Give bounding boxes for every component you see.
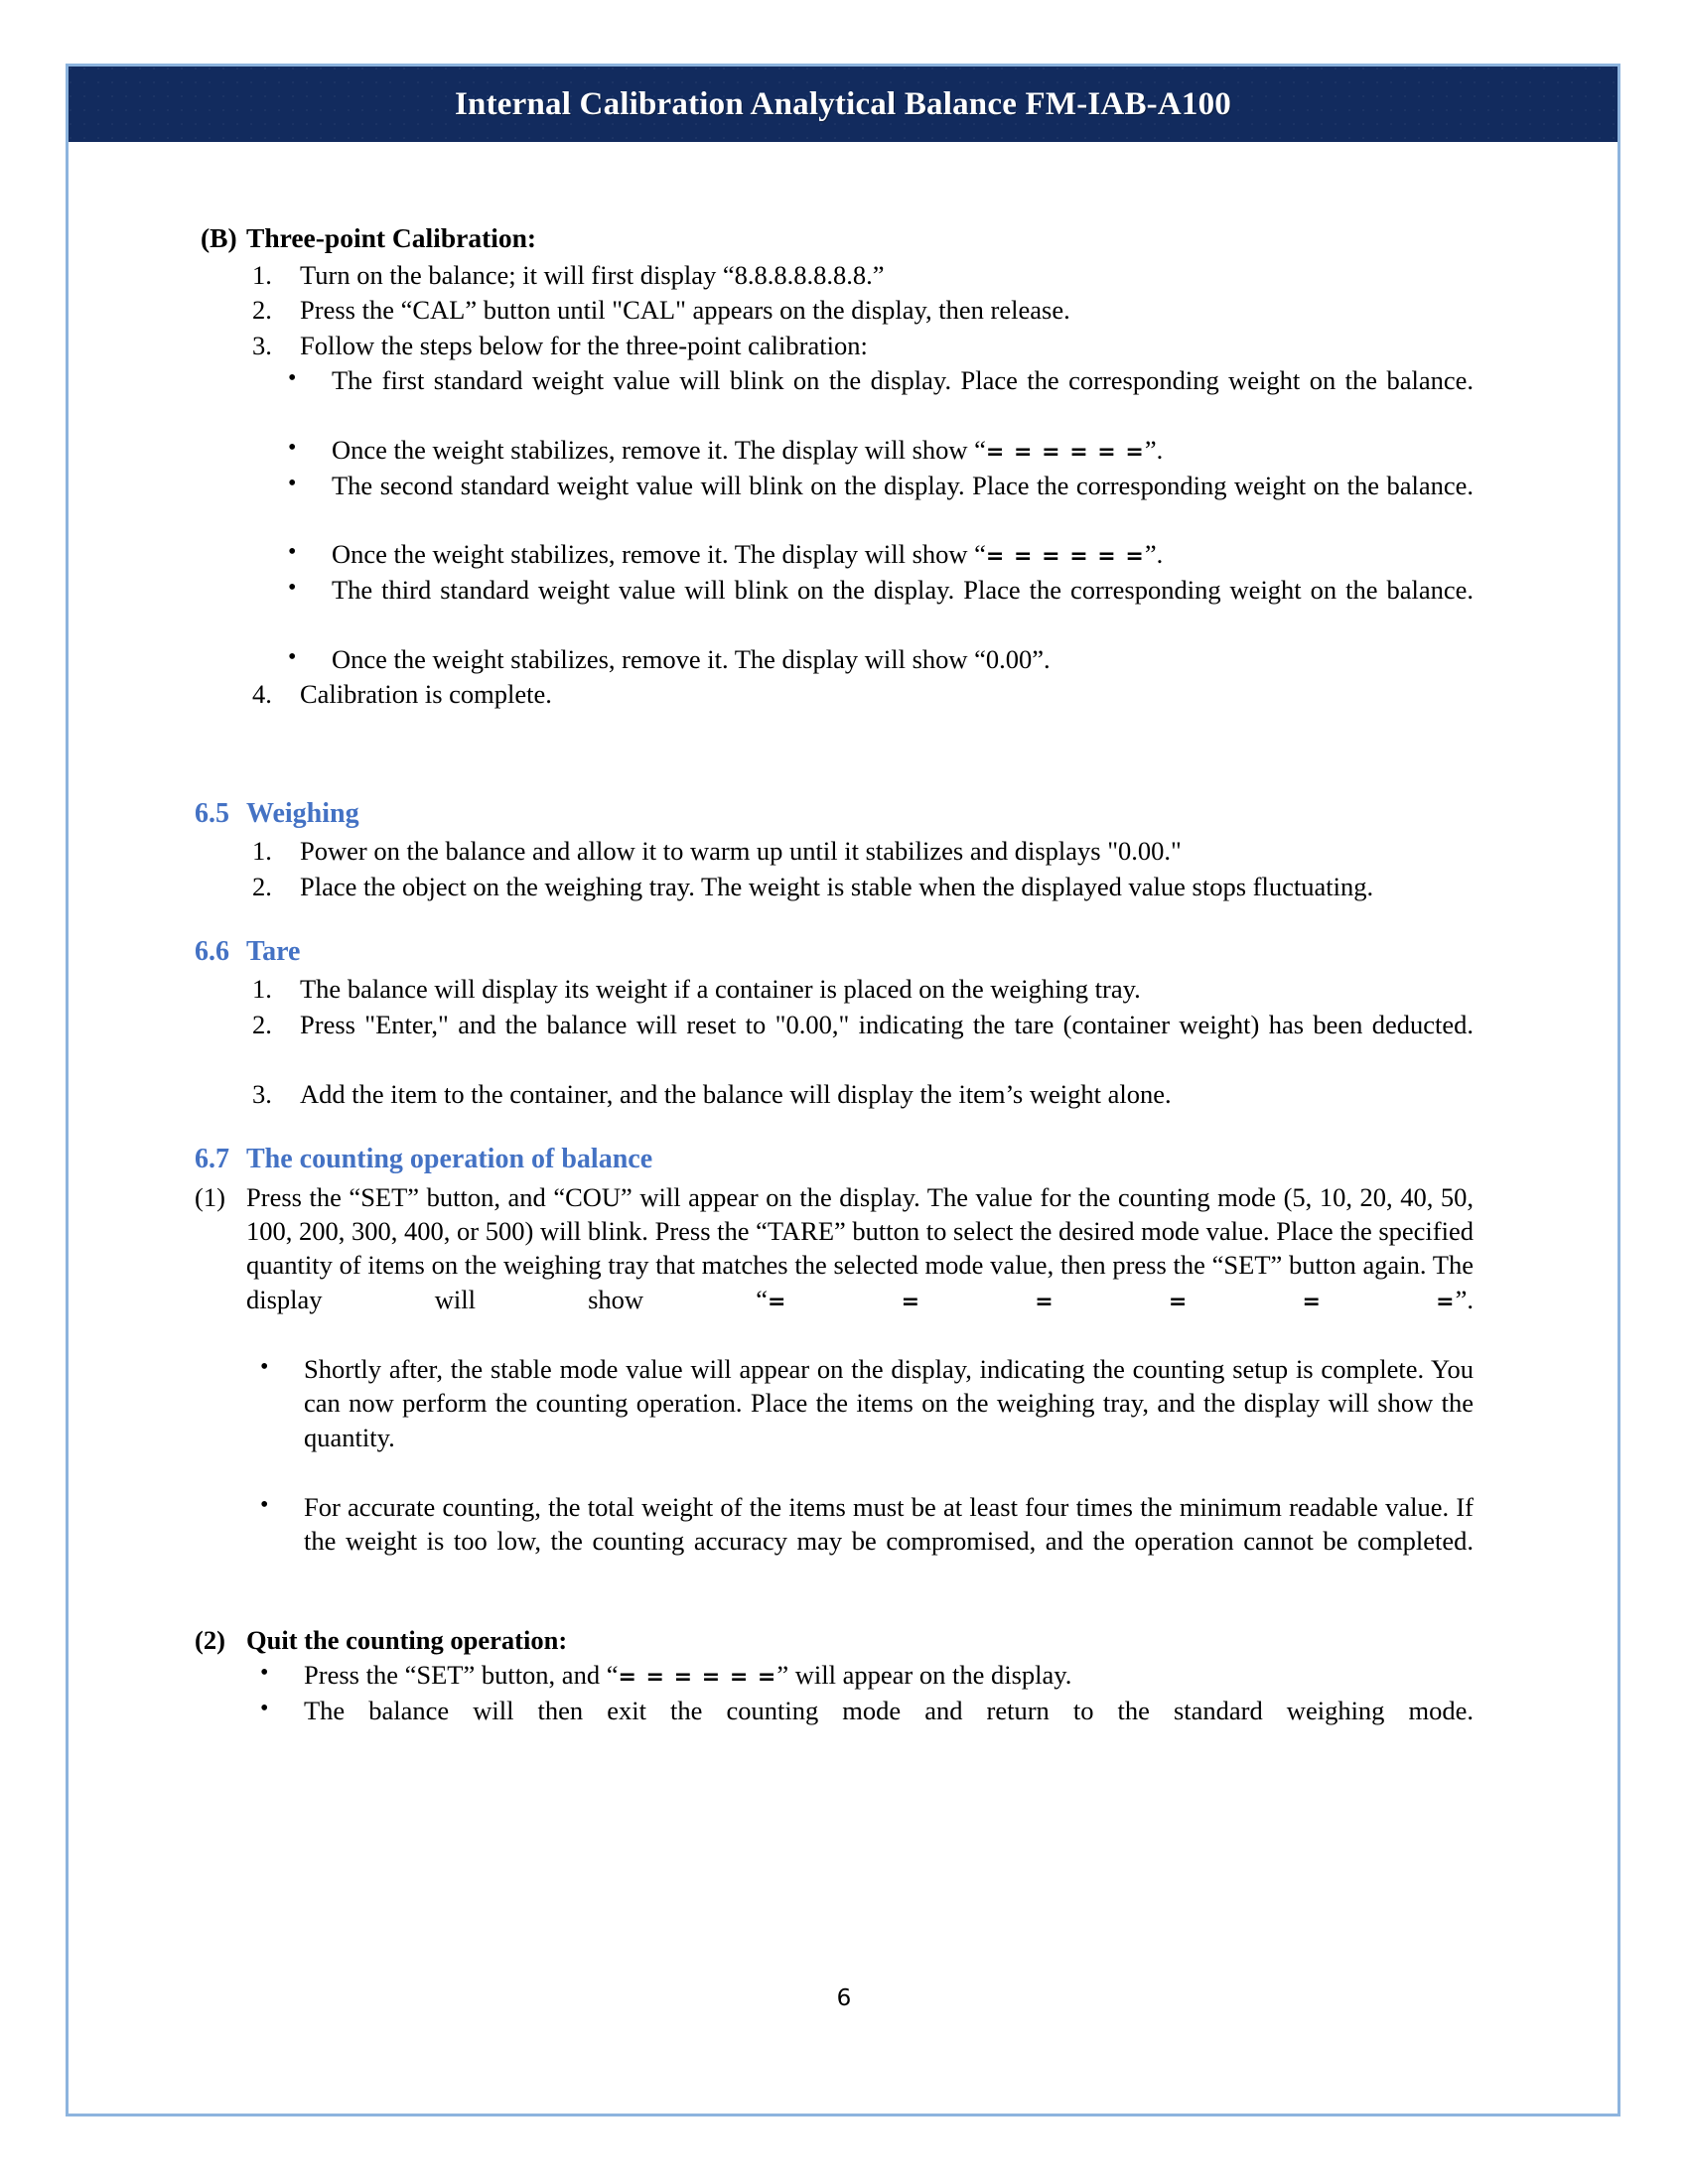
list-text: Press the “CAL” button until "CAL" appears on the display, then release. bbox=[300, 295, 1070, 326]
list-text: Place the object on the weighing tray. The weight is stable when the displayed value stops fluctuating. bbox=[300, 871, 1374, 901]
list-text: Follow the steps below for the three-point calibration: bbox=[300, 330, 868, 360]
page-title: Internal Calibration Analytical Balance FM-IAB-A100 bbox=[454, 85, 1231, 122]
section-number: 6.5 bbox=[195, 797, 229, 829]
list-item bbox=[195, 677, 1474, 711]
list-item bbox=[195, 1490, 1474, 1592]
list-marker: 2. bbox=[252, 1009, 272, 1039]
list-text-pre: Once the weight stabilizes, remove it. The display will show “ bbox=[332, 434, 986, 465]
display-dashes-glyph: = = = = = = bbox=[618, 1665, 777, 1691]
section-heading-counting bbox=[195, 1142, 1474, 1177]
list-item bbox=[195, 537, 1474, 572]
list-item bbox=[195, 972, 1474, 1006]
list-text-post: ” will appear on the display. bbox=[776, 1660, 1072, 1691]
list-text-pre: Once the weight stabilizes, remove it. The display will show “ bbox=[332, 539, 986, 570]
document-body bbox=[195, 220, 1474, 1763]
counting-item-2-list bbox=[195, 1623, 1474, 1657]
list-text-post: ”. bbox=[1144, 434, 1164, 465]
three-point-final-step-list bbox=[195, 677, 1474, 711]
list-item bbox=[195, 433, 1474, 468]
section-title: Weighing bbox=[246, 797, 359, 829]
list-text: Turn on the balance; it will first display “8.8.8.8.8.8.8.” bbox=[300, 259, 885, 290]
list-marker: (1) bbox=[195, 1181, 225, 1212]
list-item bbox=[195, 642, 1474, 676]
counting-item-2-bullets bbox=[195, 1658, 1474, 1761]
list-text: The third standard weight value will blink on the display. Place the corresponding weight on the balance. bbox=[332, 575, 1474, 605]
list-item bbox=[195, 870, 1474, 903]
bullet-icon: • bbox=[288, 470, 297, 496]
list-text-pre: Press the “SET” button, and “ bbox=[304, 1660, 619, 1691]
list-item bbox=[195, 834, 1474, 868]
list-text-pre: Press the “SET” button, and “COU” will appear on the display. The value for the counting mode (5, 10, 20, 40, 50, 100, 200, 300, 400, or 500) will blink. Press the “TARE” button to select the desired mode value. Place the specified quantity of items on the weighing tray that matches the selected mode value, then press the “SET” button again. The display will show “ bbox=[246, 1181, 1474, 1314]
display-dashes-glyph: = = = = = = bbox=[985, 544, 1145, 570]
list-marker: 2. bbox=[252, 295, 272, 326]
list-marker: 3. bbox=[252, 1078, 272, 1109]
list-text: Shortly after, the stable mode value will appear on the display, indicating the counting setup is complete. You can now perform the counting operation. Place the items on the weighing tray, and the display will show the quantity. bbox=[304, 1353, 1474, 1452]
list-item bbox=[195, 293, 1474, 327]
section-title: The counting operation of balance bbox=[246, 1144, 653, 1175]
bullet-icon: • bbox=[260, 1660, 269, 1687]
list-text: Quit the counting operation: bbox=[246, 1624, 568, 1655]
list-marker: 1. bbox=[252, 974, 272, 1005]
heading-text: Three-point Calibration: bbox=[246, 222, 537, 253]
bullet-icon: • bbox=[260, 1695, 269, 1721]
list-text: The second standard weight value will blink on the display. Place the corresponding weight on the balance. bbox=[332, 470, 1474, 500]
list-item bbox=[195, 1008, 1474, 1076]
bullet-icon: • bbox=[288, 365, 297, 392]
three-point-steps-list bbox=[195, 258, 1474, 362]
list-item bbox=[195, 1077, 1474, 1111]
list-marker: 4. bbox=[252, 679, 272, 710]
list-marker: (2) bbox=[195, 1624, 225, 1655]
counting-item-1-bullets bbox=[195, 1352, 1474, 1592]
list-item bbox=[195, 329, 1474, 362]
display-dashes-glyph: = = = = = = bbox=[985, 439, 1145, 465]
weighing-steps-list bbox=[195, 834, 1474, 903]
list-text bbox=[246, 1180, 1474, 1351]
list-text bbox=[332, 537, 1474, 572]
counting-item-1-list bbox=[195, 1180, 1474, 1351]
three-point-calibration-heading bbox=[195, 220, 1474, 256]
list-text: The balance will then exit the counting mode and return to the standard weighing mode. bbox=[304, 1695, 1474, 1725]
three-point-substeps-list bbox=[195, 363, 1474, 676]
list-text-post: ”. bbox=[1144, 539, 1164, 570]
list-marker: 3. bbox=[252, 330, 272, 360]
list-item bbox=[195, 469, 1474, 537]
list-item bbox=[195, 1180, 1474, 1351]
list-text: Add the item to the container, and the balance will display the item’s weight alone. bbox=[300, 1078, 1172, 1109]
list-text: Press "Enter," and the balance will reset to "0.00," indicating the tare (container weight) has been deducted. bbox=[300, 1009, 1474, 1039]
list-text: Calibration is complete. bbox=[300, 679, 552, 710]
list-text: Power on the balance and allow it to warm up until it stabilizes and displays "0.00." bbox=[300, 836, 1182, 867]
list-item bbox=[195, 258, 1474, 292]
list-item bbox=[195, 363, 1474, 432]
tare-steps-list bbox=[195, 972, 1474, 1111]
list-item bbox=[195, 1623, 1474, 1657]
list-text: For accurate counting, the total weight of the items must be at least four times the minimum readable value. If the weight is too low, the counting accuracy may be compromised, and the operation cannot be completed. bbox=[304, 1491, 1474, 1557]
list-text: The balance will display its weight if a container is placed on the weighing tray. bbox=[300, 974, 1141, 1005]
bullet-icon: • bbox=[288, 434, 297, 461]
document-header-banner bbox=[66, 64, 1620, 142]
bullet-icon: • bbox=[288, 539, 297, 566]
list-item bbox=[195, 573, 1474, 641]
bullet-icon: • bbox=[288, 643, 297, 670]
list-item bbox=[195, 1694, 1474, 1762]
list-text bbox=[332, 433, 1474, 468]
list-marker: 1. bbox=[252, 836, 272, 867]
page-number-footer: 6 bbox=[836, 1985, 852, 2011]
list-marker: 2. bbox=[252, 871, 272, 901]
bullet-icon: • bbox=[260, 1491, 269, 1518]
list-text bbox=[304, 1658, 1474, 1693]
display-dashes-glyph: = = = = = = bbox=[768, 1289, 1456, 1314]
bullet-icon: • bbox=[288, 575, 297, 601]
section-title: Tare bbox=[246, 936, 301, 968]
section-number: 6.6 bbox=[195, 936, 229, 968]
list-item bbox=[195, 1352, 1474, 1489]
section-heading-tare bbox=[195, 934, 1474, 970]
section-heading-weighing bbox=[195, 796, 1474, 832]
list-item bbox=[195, 1658, 1474, 1693]
list-text: Once the weight stabilizes, remove it. The display will show “0.00”. bbox=[332, 643, 1051, 674]
bullet-icon: • bbox=[260, 1353, 269, 1380]
list-text: The first standard weight value will blink on the display. Place the corresponding weight on the balance. bbox=[332, 365, 1474, 396]
list-marker: 1. bbox=[252, 259, 272, 290]
section-number: 6.7 bbox=[195, 1144, 229, 1175]
list-text-post: ”. bbox=[1455, 1284, 1474, 1314]
heading-marker: (B) bbox=[201, 222, 237, 253]
